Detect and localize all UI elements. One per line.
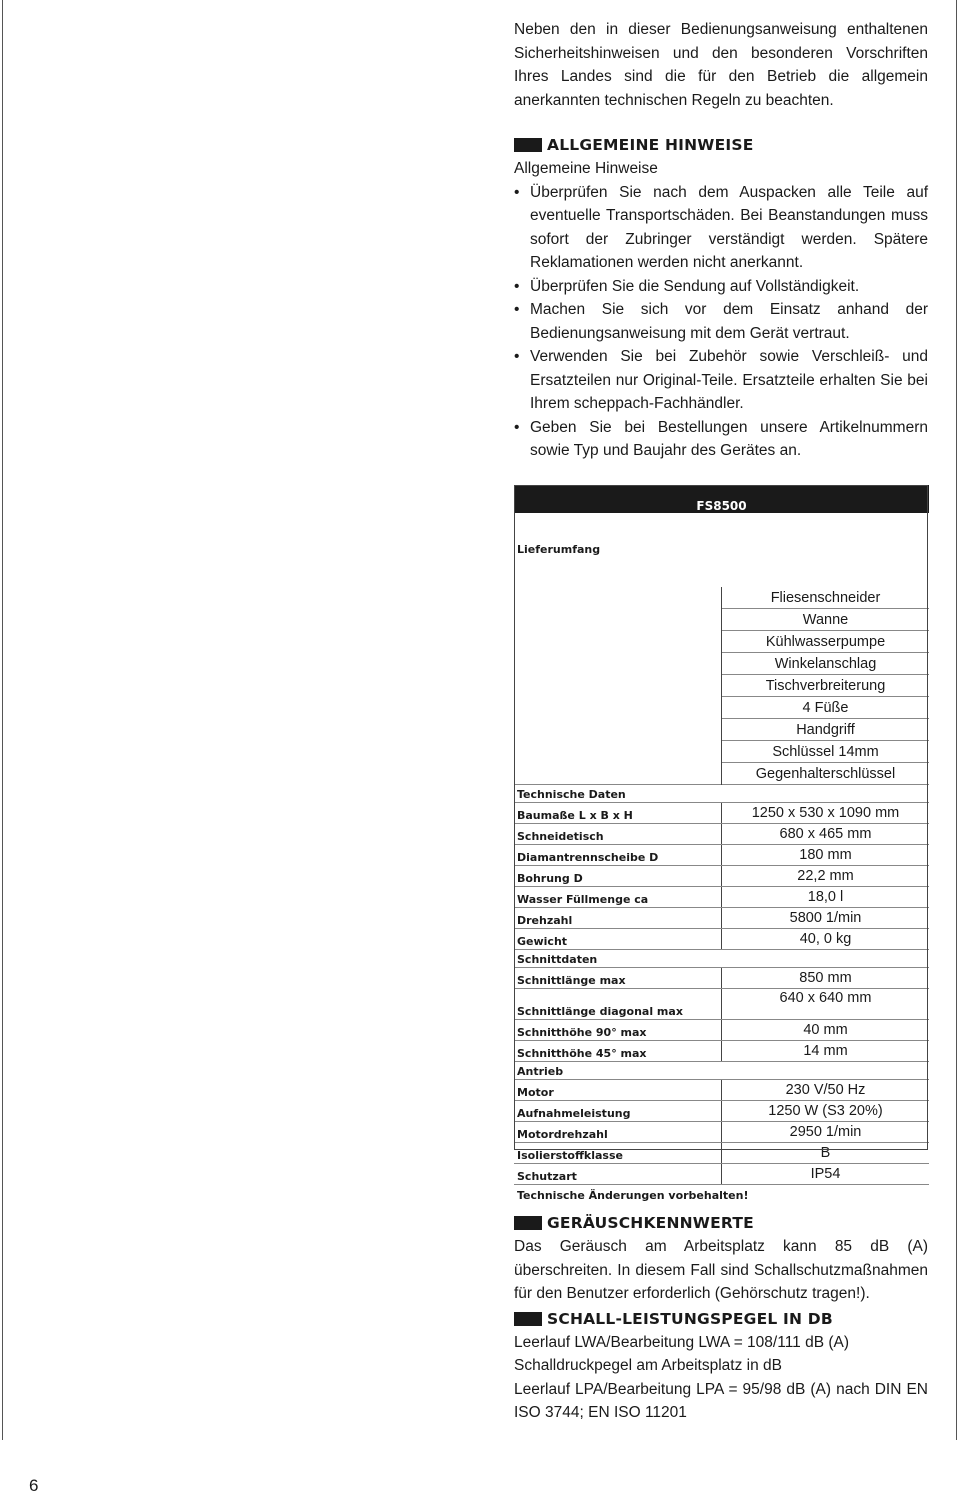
sound-line: Leerlauf LPA/Bearbeitung LPA = 95/98 dB (A) nach DIN EN ISO 3744; EN ISO 11201 xyxy=(514,1380,928,1421)
spec-value: 640 x 640 mm xyxy=(722,989,930,1020)
spec-label: Bohrung D xyxy=(514,866,722,887)
list-item: • Überprüfen Sie nach dem Auspacken alle Teile auf eventuelle Transportschäden. Bei Beanstandungen muss sofort der Zubringer verständigt werden. Spätere Reklamationen werden nicht anerkannt. xyxy=(514,181,928,275)
spec-label: Baumaße L x B x H xyxy=(514,803,722,824)
drive-label: Antrieb xyxy=(514,1062,929,1080)
general-section xyxy=(514,133,928,463)
scope-item: Fliesenschneider xyxy=(722,587,930,609)
table-row xyxy=(514,675,929,697)
spec-label: Schnittlänge diagonal max xyxy=(514,989,722,1020)
tech-data-label: Technische Daten xyxy=(514,785,929,803)
table-row xyxy=(514,631,929,653)
heading-marker xyxy=(514,1216,542,1230)
sound-line: Schalldruckpegel am Arbeitsplatz in dB xyxy=(514,1357,782,1374)
scope-item: Kühlwasserpumpe xyxy=(722,631,930,653)
table-row xyxy=(514,785,929,803)
table-row xyxy=(514,653,929,675)
spec-label: Motor xyxy=(514,1080,722,1101)
spec-value: 22,2 mm xyxy=(722,866,930,887)
table-row xyxy=(514,763,929,785)
spec-value: IP54 xyxy=(722,1164,930,1185)
heading-marker xyxy=(514,138,542,152)
table-row xyxy=(514,1122,929,1143)
spec-value: 18,0 l xyxy=(722,887,930,908)
spec-label: Schnitthöhe 90° max xyxy=(514,1020,722,1041)
table-row xyxy=(514,1164,929,1185)
spec-label: Drehzahl xyxy=(514,908,722,929)
table-row xyxy=(514,719,929,741)
sound-heading xyxy=(514,1307,928,1331)
table-row xyxy=(514,1020,929,1041)
list-item: • Überprüfen Sie die Sendung auf Vollständigkeit. xyxy=(514,275,928,299)
table-row xyxy=(514,587,929,609)
table-row xyxy=(514,908,929,929)
general-subheading: Allgemeine Hinweise xyxy=(514,160,658,177)
noise-heading xyxy=(514,1211,928,1235)
general-heading xyxy=(514,133,928,157)
table-row xyxy=(514,968,929,989)
noise-heading-text: GERÄUSCHKENNWERTE xyxy=(547,1214,754,1232)
scope-item: Tischverbreiterung xyxy=(722,675,930,697)
table-row xyxy=(514,1041,929,1062)
table-row xyxy=(514,1143,929,1164)
spec-label: Schnittlänge max xyxy=(514,968,722,989)
scope-item: Handgriff xyxy=(722,719,930,741)
spec-label: Motordrehzahl xyxy=(514,1122,722,1143)
spec-label: Wasser Füllmenge ca xyxy=(514,887,722,908)
noise-section xyxy=(514,1211,928,1425)
spec-value: 680 x 465 mm xyxy=(722,824,930,845)
table-header xyxy=(514,485,929,513)
scope-item: Gegenhalterschlüssel xyxy=(755,766,896,782)
table-row xyxy=(514,989,929,1020)
spec-value: 14 mm xyxy=(722,1041,930,1062)
spec-value: 1250 W (S3 20%) xyxy=(722,1101,930,1122)
table-row xyxy=(514,950,929,968)
page-border-right xyxy=(956,0,957,1440)
intro-paragraph: Neben den in dieser Bedienungsanweisung enthaltenen Sicherheitshinweisen und den besonderen Vorschriften Ihres Landes sind die für den Betrieb die allgemein anerkannten technischen Regeln zu beachten. xyxy=(514,21,928,109)
noise-paragraph: Das Geräusch am Arbeitsplatz kann 85 dB (A) überschreiten. In diesem Fall sind Schallschutzmaßnahmen für den Benutzer erforderlich (Gehörschutz tragen!). xyxy=(514,1238,928,1302)
model-name: FS8500 xyxy=(514,485,929,513)
table-row xyxy=(514,1080,929,1101)
scope-item: Winkelanschlag xyxy=(722,653,930,675)
scope-item: Wanne xyxy=(722,609,930,631)
spec-table xyxy=(514,485,929,1203)
spec-value: 5800 1/min xyxy=(722,908,930,929)
table-row xyxy=(514,741,929,763)
table-row xyxy=(514,866,929,887)
page-border-left xyxy=(2,0,3,1440)
spec-value: B xyxy=(722,1143,930,1164)
table-row xyxy=(514,803,929,824)
spec-label: Aufnahmeleistung xyxy=(514,1101,722,1122)
table-row xyxy=(514,887,929,908)
table-row xyxy=(514,824,929,845)
spec-label: Schneidetisch xyxy=(514,824,722,845)
table-row xyxy=(514,609,929,631)
spec-value: 2950 1/min xyxy=(722,1122,930,1143)
heading-marker xyxy=(514,1312,542,1326)
spec-label: Diamantrennscheibe D xyxy=(514,845,722,866)
spec-value: 40 mm xyxy=(722,1020,930,1041)
table-row xyxy=(514,513,929,587)
table-row xyxy=(514,1185,929,1204)
spec-label: Schnitthöhe 45° max xyxy=(514,1041,722,1062)
lieferumfang-label: Lieferumfang xyxy=(517,543,601,556)
list-item: • Machen Sie sich vor dem Einsatz anhand der Bedienungsanweisung mit dem Gerät vertraut. xyxy=(514,298,928,345)
spec-value: 180 mm xyxy=(722,845,930,866)
scope-item: Schlüssel 14mm xyxy=(722,741,930,763)
table-row xyxy=(514,845,929,866)
general-bullet-list xyxy=(514,181,928,463)
table-row xyxy=(514,697,929,719)
spec-value: 40, 0 kg xyxy=(722,929,930,950)
table-row xyxy=(514,1101,929,1122)
spec-value: 230 V/50 Hz xyxy=(722,1080,930,1101)
table-row xyxy=(514,1062,929,1080)
table-footnote: Technische Änderungen vorbehalten! xyxy=(517,1189,749,1202)
spec-value: 850 mm xyxy=(722,968,930,989)
spec-label: Isolierstoffklasse xyxy=(514,1143,722,1164)
sound-line: Leerlauf LWA/Bearbeitung LWA = 108/111 dB (A) xyxy=(514,1333,850,1351)
spec-label: Schutzart xyxy=(514,1164,722,1185)
general-heading-text: ALLGEMEINE HINWEISE xyxy=(547,136,754,154)
scope-item: 4 Füße xyxy=(722,697,930,719)
sound-heading-text: SCHALL-LEISTUNGSPEGEL IN DB xyxy=(547,1309,833,1328)
table-row xyxy=(514,929,929,950)
cut-data-label: Schnittdaten xyxy=(514,950,929,968)
spec-value: 1250 x 530 x 1090 mm xyxy=(722,803,930,824)
list-item: • Verwenden Sie bei Zubehör sowie Verschleiß- und Ersatzteilen nur Original-Teile. Ersatzteile erhalten Sie bei Ihrem scheppach-Fachhändler. xyxy=(514,345,928,416)
page-number: 6 xyxy=(29,1476,39,1495)
spec-label: Gewicht xyxy=(514,929,722,950)
list-item: • Geben Sie bei Bestellungen unsere Artikelnummern sowie Typ und Baujahr des Gerätes an. xyxy=(514,416,928,463)
